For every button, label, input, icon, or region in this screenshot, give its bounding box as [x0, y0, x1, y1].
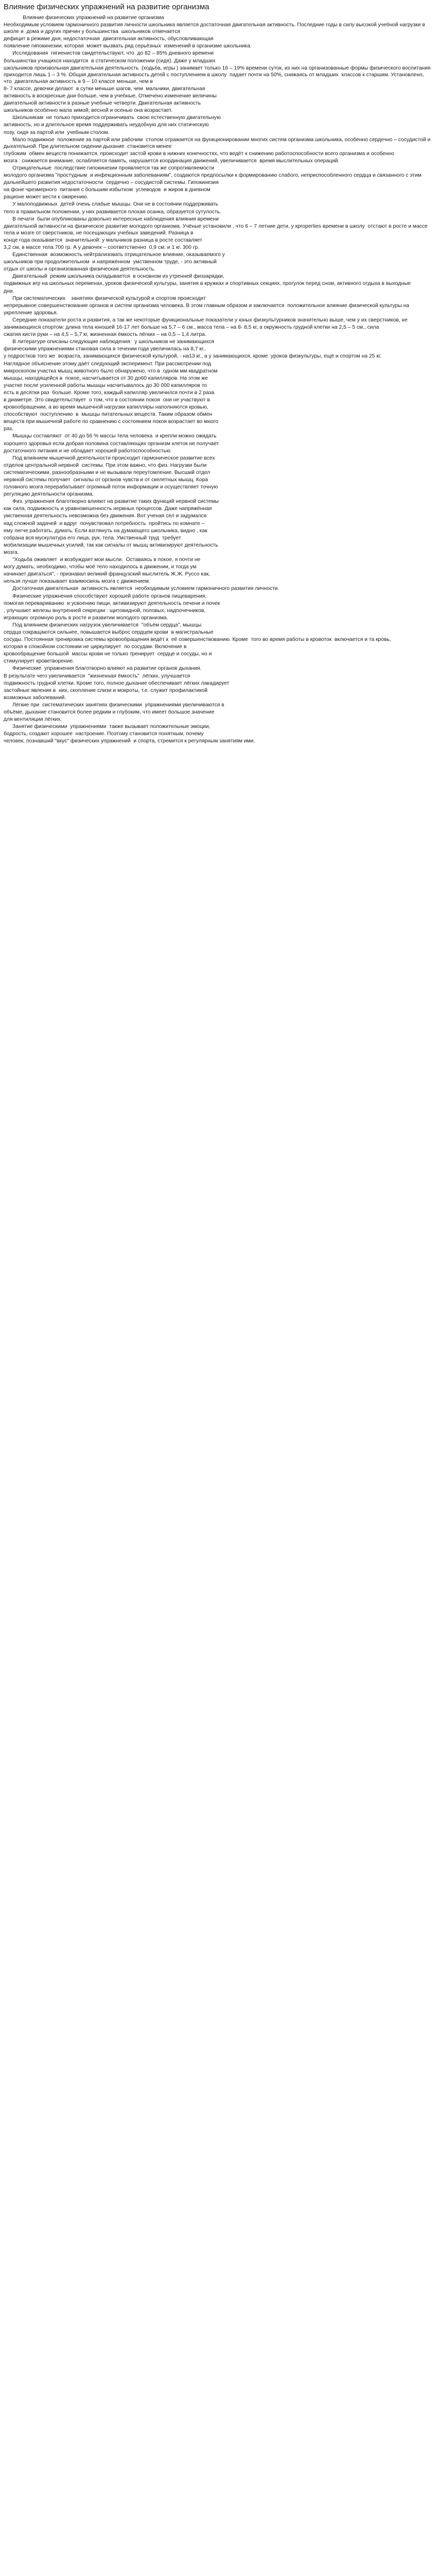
paragraph: ему легче работать, думать. Если взглянуть на думающего школьника, видно , как	[4, 528, 207, 534]
subtitle: Влияние физических упражнений на развитие организма	[4, 15, 164, 21]
paragraph: Занятие физическими упражнениями также вызывает положительные эмоции,	[4, 724, 211, 730]
paragraph: В результате чего увеличивается "жизненная ёмкость" лёгких, улучшается	[4, 673, 190, 679]
paragraph: раз.	[4, 426, 13, 432]
paragraph: подвижность грудной клетки. Кроме того, полное дыхание обеспечивает лёгких лакадирует	[4, 680, 230, 686]
paragraph: Мало подвижное положение за партой или рабочим столом отражается на функционировании многих систем организма школьника, особенно сердечно – сосудистой и дыхательной. При длительном сидении дыхание становится менее	[4, 137, 432, 149]
paragraph: Наглядное объяснение этому даёт следующий эксперимент. При рассмотрении под	[4, 361, 212, 367]
paragraph: Двигательный режим школьника складывается в основном из утренней физзарядки,	[4, 274, 224, 280]
paragraph: сердца сокращаются сильнее, повышается выброс сердцем крови в магистральные	[4, 629, 214, 635]
paragraph: , улучшают железы внутренней секреции : щитовидной, половых, надпочечников,	[4, 607, 206, 614]
paragraph: достаточного питания и не обладает хорошей работоспособностью.	[4, 448, 172, 454]
paragraph: систематическими, разнообразными и не вызывали переутомление. Высший отдел	[4, 469, 211, 476]
paragraph: Под влиянием физических нагрузок увеличивается "объём сердца", мышцы	[4, 622, 202, 628]
paragraph: Середние показатели роста и развития, а так же некоторые функциональные показатели у юных физкультурников значительно выше, чем у их сверстников, не	[4, 317, 408, 323]
paragraph: активность, но и длительное время поддерживать неудобную для них статическую	[4, 122, 209, 128]
paragraph: появление гипокинезии, которая может вызвать ряд серьёзных изменений в организме школьника.	[4, 43, 252, 49]
paragraph: собрана вся мускулатура его лица, рук, тела. Умственный труд требует	[4, 535, 181, 541]
paragraph: школьников при продолжительном и напряжённом умственном труде, - это активный	[4, 259, 217, 265]
paragraph: Физические упражнения способствуют хорошей работе органов пищеварения,	[4, 593, 207, 599]
paragraph: школьников произвольная двигательная деятельность (ходьба, игры ) занимает только 16 – 19% времени суток, из них на организованные формы физического воспитания приходится лишь 1 – 3 %. Общая двигательная активность детей с поступлением в школу падает почти на 50%, снижаясь от младших классов к старшим. Установлено, что двигательная активность в 9 – 10 классе меньше, чем в	[4, 65, 432, 84]
paragraph: дальнейшего развития недостаточности сердечно – сосудистой системы. Гипокинезия	[4, 180, 219, 186]
paragraph: играющих огромную роль в росте и развитии молодого организма.	[4, 615, 168, 621]
paragraph: Мышцы составляют от 40 до 56 % массы тела человека и крепли можно ожидать	[4, 433, 217, 439]
paragraph: хорошего здоровья если добрая половина составляющих организм клеток не получает	[4, 440, 219, 447]
paragraph: 8- 7 классе, девочки делают в сутки меньше шагов, чем мальчики, двигательная	[4, 86, 205, 92]
paragraph: У малоподвижных детей очень слабые мышцы. Они не в состоянии поддерживать	[4, 201, 218, 208]
paragraph: помогая перевариванию и усвоению пищи, активизируют деятельность печени и почек	[4, 600, 220, 606]
paragraph: на фоне чрезмерного питания с большим избытком углеводов и жиров в дневном	[4, 187, 211, 193]
paragraph: веществ при мышечной работе по сравнению с состоянием покоя возрастает во много	[4, 419, 219, 425]
paragraph: застойные явления в них, скопление слизи и мокроты, т.е. служит профилактикой	[4, 687, 208, 693]
paragraph: регуляцию деятельности организма.	[4, 492, 94, 498]
paragraph: рационе может вести к ожирению.	[4, 194, 89, 200]
page-title: Влияние физических упражнений на развитие организма	[4, 3, 210, 11]
paragraph: В литературе описаны следующие наблюдения: у школьников не занимающихся	[4, 339, 214, 345]
paragraph: микроскопом участка мышц животного было обнаружено, что в одном мм квадратном	[4, 368, 218, 374]
paragraph: Отрицательные последствие гипокинезии проявляется так же сопротивляемости	[4, 165, 215, 171]
paragraph: Исследования гигиенистов свидетельствуют, что до 82 – 85% дневного времени	[4, 50, 214, 57]
paragraph: В печати были опубликованы довольно интересные наблюдения влияния времени	[4, 216, 219, 222]
paragraph: есть в десятки раз больше. Кроме того, каждый капилляр увеличился почти в 2 раза	[4, 389, 215, 396]
paragraph: способствуют поступлению в мышцы питательных веществ. Таким образом обмен	[4, 412, 213, 418]
paragraph: укрепление здоровья.	[4, 310, 58, 316]
paragraph: молодого организма "простудным и инфекционным заболеваниям", создаются предпосылки к формированию слабого, неприспособленного сердца и связанного с этим	[4, 173, 422, 179]
paragraph: Физ. упражнения благотворно влияют на развитие таких функций нервной системы	[4, 499, 219, 505]
paragraph: подвижных игр на школьных переменах, уроков физической культуры, занятия в кружках и спортивных секциях, прогулок перед сном, активного отдыха в выходные	[4, 281, 411, 287]
paragraph: сжатия кисти руки – на 4,5 – 5,7 кг, жизненная ёмкость лёгких – на 0,5 – 1,4 литра.	[4, 332, 206, 338]
paragraph: Школьникам не только приходится ограничивать свою естественную двигательную	[4, 115, 221, 121]
paragraph: 3,2 см, в массе тела 700 гр. А у девочек – соответственно 0,9 см. и 1 кг. 300 гр.	[4, 245, 200, 250]
paragraph: занимающихся спортом: длина тела юношей 16-17 лет больше на 5,7 – 6 см., масса тела – на 8- 8,5 кг, а окружность грудной клетки на 2,5 – 5 см., сила	[4, 325, 379, 331]
paragraph: умственная деятельность невозможна без движения. Вот ученая сел и задумался	[4, 513, 207, 519]
paragraph: головного мозга перерабатывает огромный поток информации и осуществляет точную	[4, 484, 218, 490]
paragraph: Под влиянием мышечной деятельности происходит гармоническое развитие всех	[4, 455, 215, 461]
paragraph: отделов центральной нервной системы. При этом важно, что физ. Нагрузки были	[4, 462, 207, 468]
paragraph: физическими упражнениями становая сила в течении года увеличилась на 8,7 кг.,	[4, 346, 206, 352]
paragraph: нельзя лучше показывает взаимосвязь мозга с движением.	[4, 579, 150, 585]
paragraph: мозга : снижается внимание, ослабляется память, нарушается координация движений, увеличивается время мыслительных операций.	[4, 158, 340, 164]
paragraph: глубоким обмен веществ понижается, происходит застой крови в нижних конечностях, что ведёт к снижению работоспособности всего организма и особенно	[4, 150, 394, 157]
paragraph: позу, сидя за партой или учебным столом.	[4, 129, 110, 135]
paragraph: двигательной активности в разные учебные четверти. Двигательная активность	[4, 100, 201, 107]
paragraph: Единственная возможность нейтрализовать отрицательное влияние, оказываемого у	[4, 252, 225, 258]
paragraph: отдых от школы и организованная физическая деятельность.	[4, 266, 155, 273]
paragraph: мышцы, находящейся в покое, насчитывается от 30 до60 капилляров. На этом же	[4, 375, 208, 381]
paragraph: школьников особенно мала зимой; весной и осенью она возрастает.	[4, 108, 172, 114]
paragraph: нервной системы получает сигналы от органов чувств и от скелетных мышц. Кора	[4, 477, 208, 483]
paragraph: дни.	[4, 288, 14, 294]
paragraph: дефицит в режиме дня, недостаточная двигательная активность, обусловливающая	[4, 36, 214, 42]
paragraph: как сила, подвижность и уравновешенность нервных процессов. Даже напряжённая	[4, 506, 212, 512]
paragraph: участке после усиленной работы мышцы насчитывалось до 30 000 капилляров то	[4, 382, 207, 388]
paragraph: Достаточная двигательная активность является необходимым условием гармоничного развития личности.	[4, 586, 280, 592]
paragraph: начинает двигаться", - признавал великий французский мыслитель Ж.Ж. Руссо как,	[4, 571, 211, 578]
paragraph: мозга.	[4, 549, 19, 555]
paragraph: непрерывное совершенствование органов и систем организма человека. В этом главным образом и заключается положительное влияние физической культуры на	[4, 302, 409, 309]
paragraph: над сложной задачей и вдруг почувствовал потребность пройтись по комнате –	[4, 520, 205, 527]
paragraph: кровообращении, а во время мышечной нагрузки капилляры наполняются кровью,	[4, 404, 208, 411]
paragraph: у подростков того же возраста, занимающихся физической культурой, - на13 кг., а у занимающихся, кроме уроков физкультуры, ещё и спортом на 25 кг.	[4, 353, 382, 360]
paragraph: активность в воскресные дни больше, чем в учебные. Отмечено изменение величины	[4, 93, 217, 99]
paragraph: мобилизации мышечных усилий, так как сигналы от мышц активизируют деятельность	[4, 542, 218, 548]
paragraph: объёме, дыхание становится более редким и глубоким, что имеет большое значение	[4, 709, 215, 715]
paragraph: для вентиляции лёгких.	[4, 717, 62, 723]
paragraph: тело в правильном положении, у них развивается плохая осанка, образуется сутулость.	[4, 209, 221, 215]
paragraph: стимулирует кроветворение.	[4, 658, 75, 665]
paragraph: человек, познавший "вкус" физических упражнений и спорта, стремится к регулярным занятиям ими.	[4, 738, 255, 744]
paragraph: "Ходьба оживляет и возбуждает мои мысли. Оставаясь в покое, я почти не	[4, 557, 201, 563]
paragraph: При систематических занятиях физической культурой и спортом происходит	[4, 295, 206, 301]
paragraph: двигательной активности на физическое развитие молодого организма. Учёные установили , что 6 – 7 летние дети, у кproperties времени в школу отстают в росте и массе тела и мозге от сверстников, не посещающих учебных заведений. Разница в	[4, 223, 429, 236]
paragraph: конце года оказывается значительной: у мальчиков разница в росте составляет	[4, 237, 202, 243]
paragraph: в диаметре. Это свидетельствует о том, что в состоянии покоя они не участвуют в	[4, 397, 210, 403]
paragraph: Лёгкие при систематических занятиях физическими упражнениями увеличиваются в	[4, 702, 224, 708]
paragraph: которая в спокойном состоянии не циркулирует по сосудам. Включение в	[4, 644, 187, 650]
paragraph: возможных заболеваний.	[4, 694, 66, 701]
paragraph: Физические упражнения благотворно влияют на развитие органов дыхания.	[4, 666, 202, 672]
paragraph: могу думать; необходимо, чтобы моё тело находилось в движении, и тогда ум	[4, 564, 197, 570]
paragraph: Необходимым условием гармоничного развития личности школьника является достаточная двигательная активность. Последние годы в силу высокой учебной нагрузки в школе и дома и других причин у большинства школьников отмечается	[4, 22, 427, 35]
paragraph: кровообращение большой массы крови не только тренирует сердце и сосуды, но и	[4, 651, 212, 657]
article-body	[4, 14, 432, 744]
paragraph: большинства учащихся находится в статическом положении (сидя). Даже у младших	[4, 58, 216, 64]
paragraph: бодрость, создают хорошее настроение. Поэтому становится понятным, почему	[4, 731, 204, 737]
paragraph: сосуды. Постоянная тренировка системы кровообращения ведёт к её совершенствованию. Кроме того во время работы в кровоток включается и та кровь,	[4, 637, 391, 643]
